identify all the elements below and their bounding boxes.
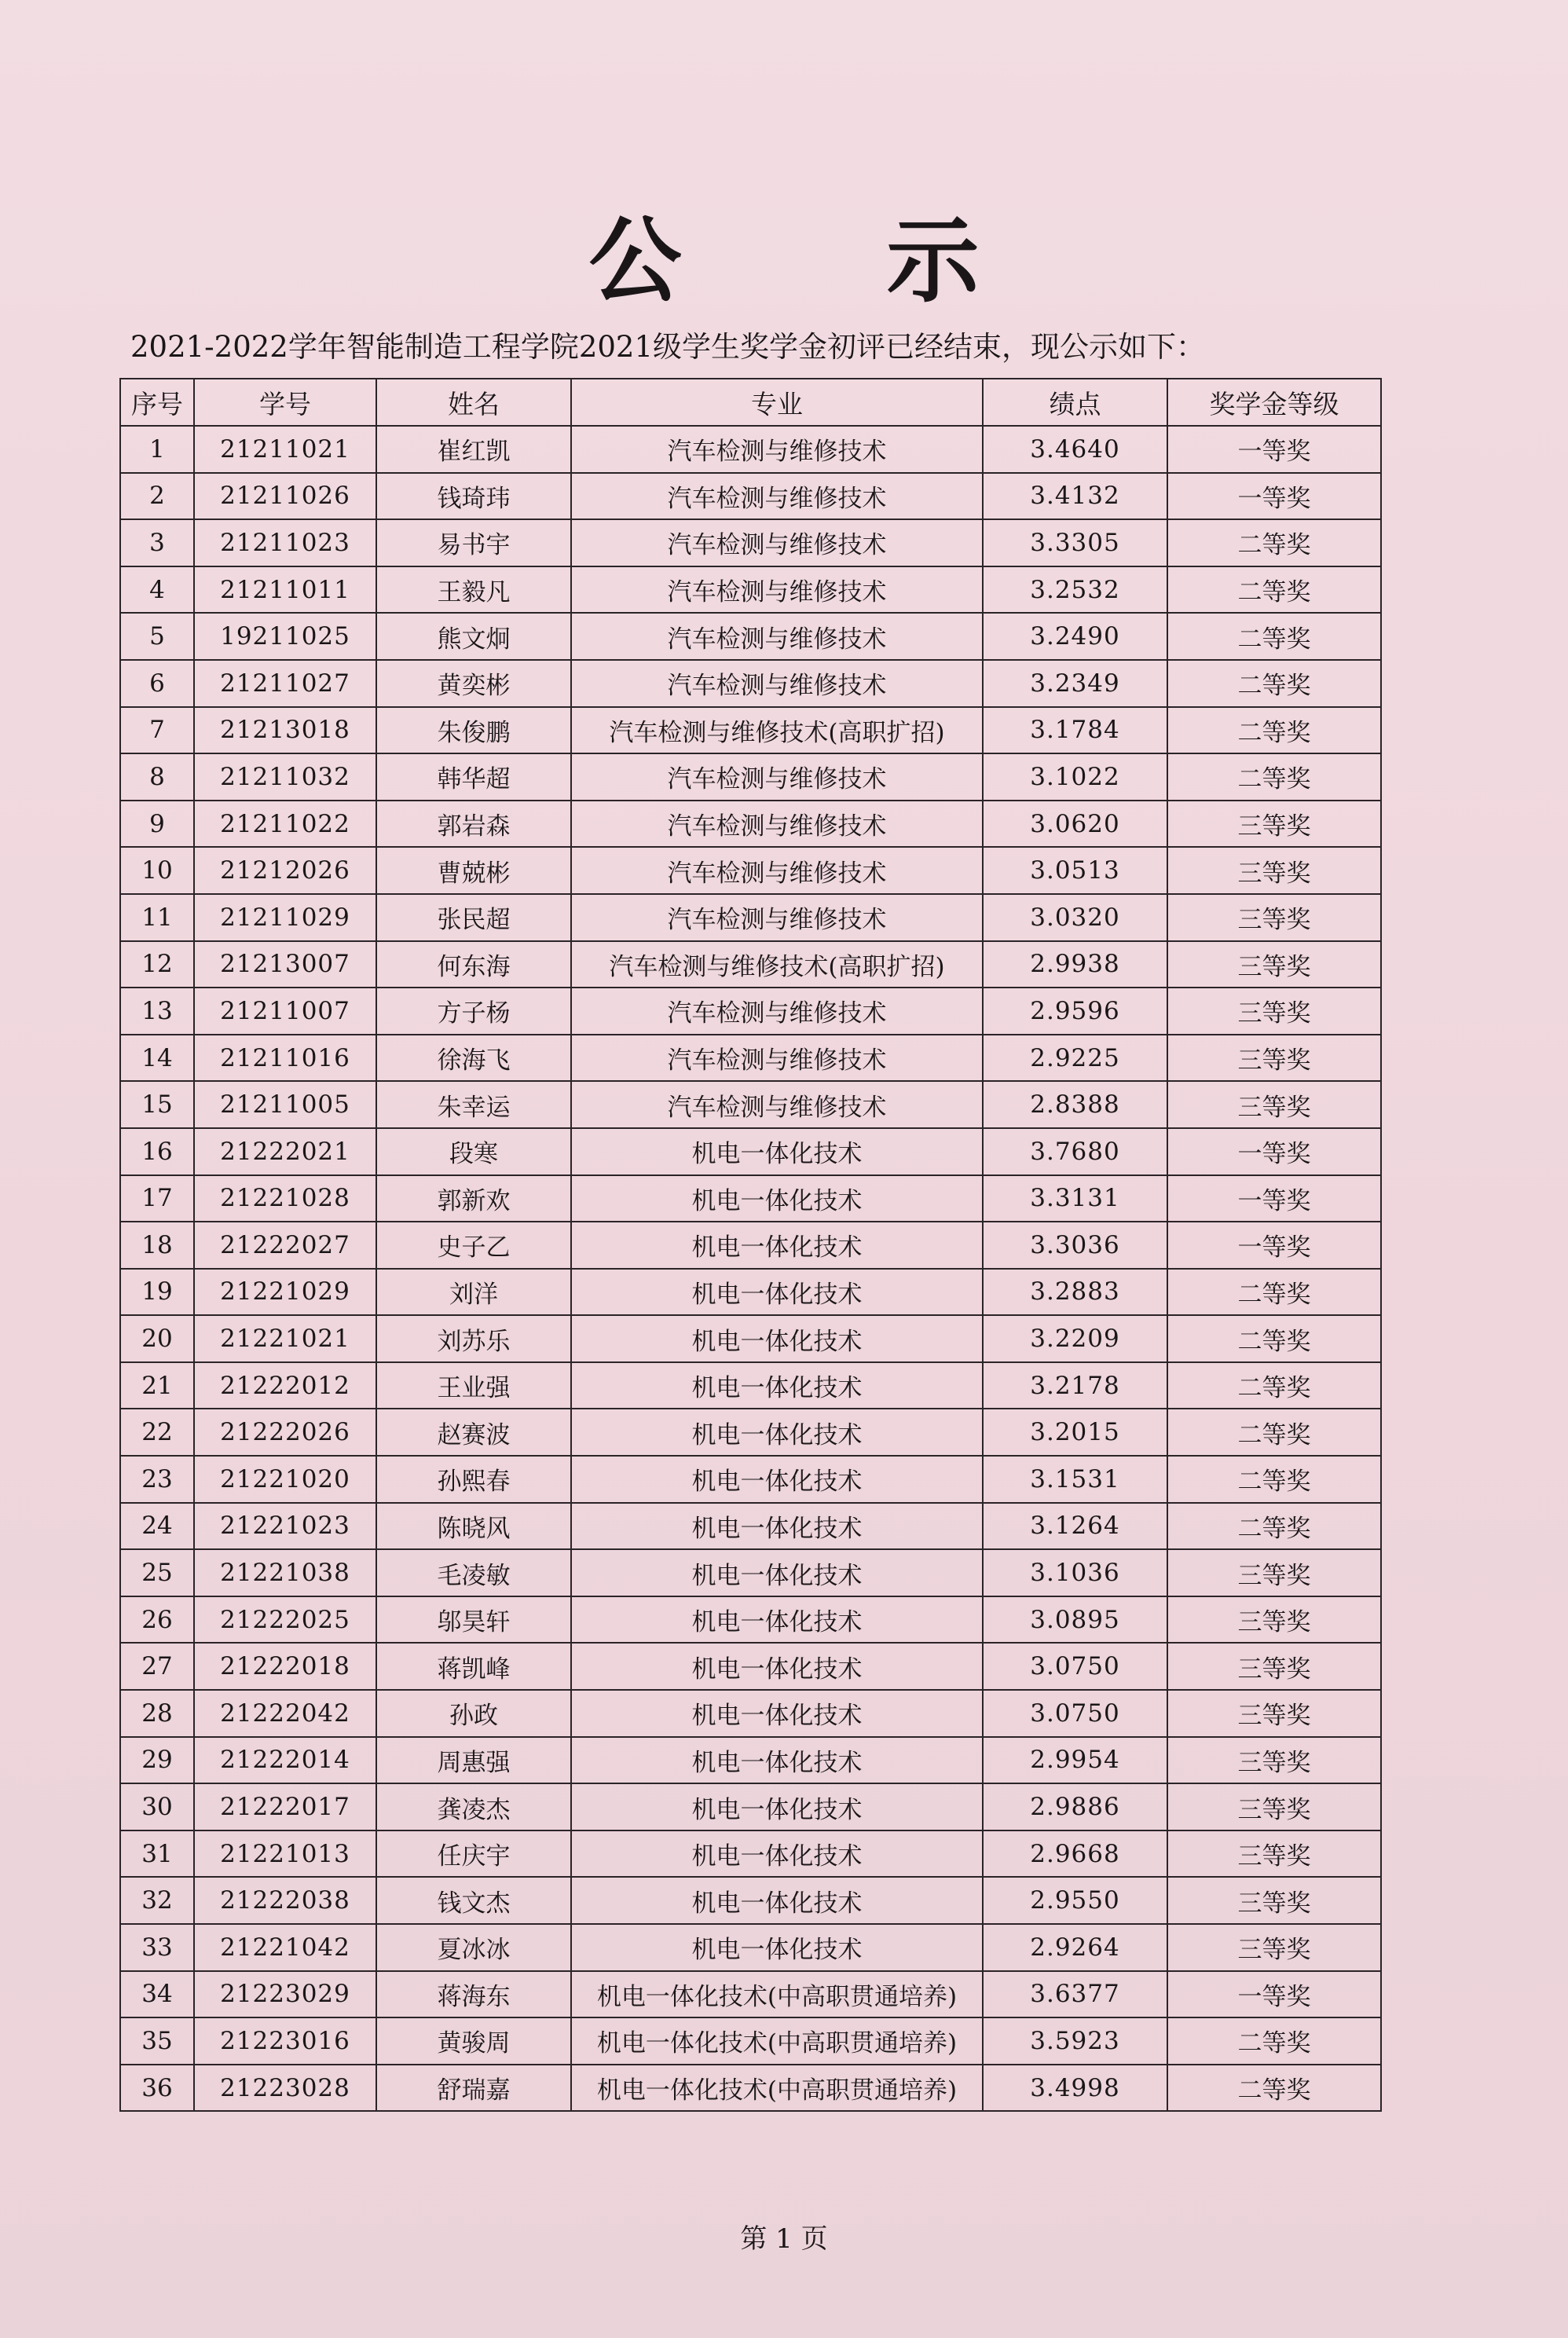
table-row (120, 941, 1381, 988)
cell-major: 汽车检测与维修技术 (571, 613, 983, 660)
cell-major: 汽车检测与维修技术 (571, 566, 983, 614)
cell-seq: 31 (120, 1830, 194, 1878)
cell-student-id: 21211007 (194, 988, 376, 1035)
cell-student-id: 21222027 (194, 1222, 376, 1269)
cell-major: 汽车检测与维修技术(高职扩招) (571, 941, 983, 988)
cell-award-level: 二等奖 (1167, 2017, 1381, 2065)
cell-student-id: 21222021 (194, 1128, 376, 1175)
cell-award-level: 二等奖 (1167, 707, 1381, 754)
table-row (120, 801, 1381, 848)
cell-name: 黄骏周 (376, 2017, 571, 2065)
cell-award-level: 一等奖 (1167, 426, 1381, 473)
cell-name: 钱文杰 (376, 1877, 571, 1924)
cell-award-level: 三等奖 (1167, 894, 1381, 941)
cell-major: 汽车检测与维修技术 (571, 801, 983, 848)
cell-gpa: 3.0750 (983, 1690, 1167, 1737)
cell-award-level: 三等奖 (1167, 1690, 1381, 1737)
table-row (120, 473, 1381, 520)
cell-gpa: 3.4132 (983, 473, 1167, 520)
cell-gpa: 2.9954 (983, 1737, 1167, 1784)
cell-seq: 25 (120, 1549, 194, 1596)
table-row (120, 1503, 1381, 1550)
cell-name: 史子乙 (376, 1222, 571, 1269)
table-row (120, 1877, 1381, 1924)
cell-seq: 27 (120, 1643, 194, 1690)
cell-name: 朱俊鹏 (376, 707, 571, 754)
cell-gpa: 2.9668 (983, 1830, 1167, 1878)
table-row (120, 1222, 1381, 1269)
cell-student-id: 21211016 (194, 1035, 376, 1082)
cell-gpa: 2.8388 (983, 1081, 1167, 1128)
cell-major: 机电一体化技术 (571, 1362, 983, 1409)
cell-name: 孙熙春 (376, 1456, 571, 1503)
table-row (120, 1081, 1381, 1128)
cell-name: 刘苏乐 (376, 1315, 571, 1362)
table-row (120, 1643, 1381, 1690)
cell-name: 任庆宇 (376, 1830, 571, 1878)
cell-seq: 28 (120, 1690, 194, 1737)
table-row (120, 1269, 1381, 1316)
header-major: 专业 (571, 379, 983, 426)
cell-major: 汽车检测与维修技术(高职扩招) (571, 707, 983, 754)
table-row (120, 1549, 1381, 1596)
table-row (120, 519, 1381, 566)
cell-gpa: 2.9938 (983, 941, 1167, 988)
cell-gpa: 3.2209 (983, 1315, 1167, 1362)
cell-student-id: 21211032 (194, 753, 376, 801)
page-title: 公 示 (588, 207, 1066, 315)
cell-name: 钱琦玮 (376, 473, 571, 520)
cell-award-level: 二等奖 (1167, 1503, 1381, 1550)
cell-award-level: 三等奖 (1167, 1924, 1381, 1971)
table-row (120, 1035, 1381, 1082)
cell-major: 机电一体化技术 (571, 1830, 983, 1878)
table-row (120, 847, 1381, 894)
cell-gpa: 3.5923 (983, 2017, 1167, 2065)
cell-student-id: 21221023 (194, 1503, 376, 1550)
cell-student-id: 21222017 (194, 1783, 376, 1830)
cell-major: 汽车检测与维修技术 (571, 847, 983, 894)
cell-name: 张民超 (376, 894, 571, 941)
cell-student-id: 21221028 (194, 1175, 376, 1222)
table-row (120, 753, 1381, 801)
cell-seq: 16 (120, 1128, 194, 1175)
cell-award-level: 三等奖 (1167, 1830, 1381, 1878)
cell-seq: 22 (120, 1409, 194, 1456)
cell-gpa: 3.1022 (983, 753, 1167, 801)
cell-award-level: 一等奖 (1167, 1971, 1381, 2018)
cell-gpa: 3.0320 (983, 894, 1167, 941)
header-name: 姓名 (376, 379, 571, 426)
header-award-level: 奖学金等级 (1167, 379, 1381, 426)
cell-major: 汽车检测与维修技术 (571, 988, 983, 1035)
cell-gpa: 3.4998 (983, 2065, 1167, 2112)
cell-gpa: 3.3305 (983, 519, 1167, 566)
cell-student-id: 21221038 (194, 1549, 376, 1596)
cell-seq: 14 (120, 1035, 194, 1082)
cell-name: 徐海飞 (376, 1035, 571, 1082)
cell-student-id: 21222025 (194, 1596, 376, 1644)
cell-major: 机电一体化技术 (571, 1222, 983, 1269)
table-row (120, 1737, 1381, 1784)
cell-award-level: 一等奖 (1167, 473, 1381, 520)
cell-gpa: 3.3131 (983, 1175, 1167, 1222)
cell-seq: 29 (120, 1737, 194, 1784)
cell-seq: 9 (120, 801, 194, 848)
intro-text: 2021-2022学年智能制造工程学院2021级学生奖学金初评已经结束，现公示如下： (130, 330, 1205, 364)
cell-student-id: 21221013 (194, 1830, 376, 1878)
cell-award-level: 一等奖 (1167, 1128, 1381, 1175)
cell-major: 机电一体化技术 (571, 1924, 983, 1971)
cell-award-level: 三等奖 (1167, 847, 1381, 894)
cell-major: 机电一体化技术 (571, 1783, 983, 1830)
cell-student-id: 21211011 (194, 566, 376, 614)
cell-seq: 10 (120, 847, 194, 894)
cell-seq: 34 (120, 1971, 194, 2018)
cell-gpa: 3.2349 (983, 660, 1167, 707)
cell-major: 机电一体化技术 (571, 1128, 983, 1175)
cell-seq: 11 (120, 894, 194, 941)
cell-seq: 13 (120, 988, 194, 1035)
cell-seq: 30 (120, 1783, 194, 1830)
scholarship-table (119, 378, 1382, 2112)
table-row (120, 1409, 1381, 1456)
cell-major: 汽车检测与维修技术 (571, 1035, 983, 1082)
cell-major: 机电一体化技术 (571, 1503, 983, 1550)
cell-seq: 19 (120, 1269, 194, 1316)
cell-major: 机电一体化技术 (571, 1456, 983, 1503)
table-header (120, 379, 1381, 426)
cell-seq: 36 (120, 2065, 194, 2112)
cell-award-level: 二等奖 (1167, 753, 1381, 801)
cell-gpa: 3.7680 (983, 1128, 1167, 1175)
cell-name: 曹兢彬 (376, 847, 571, 894)
cell-seq: 1 (120, 426, 194, 473)
cell-major: 机电一体化技术 (571, 1596, 983, 1644)
cell-student-id: 21222026 (194, 1409, 376, 1456)
table-row (120, 1924, 1381, 1971)
cell-name: 蒋海东 (376, 1971, 571, 2018)
cell-seq: 17 (120, 1175, 194, 1222)
table-row (120, 613, 1381, 660)
cell-gpa: 2.9596 (983, 988, 1167, 1035)
cell-seq: 7 (120, 707, 194, 754)
cell-gpa: 2.9225 (983, 1035, 1167, 1082)
cell-student-id: 21221029 (194, 1269, 376, 1316)
cell-gpa: 2.9886 (983, 1783, 1167, 1830)
cell-gpa: 3.0895 (983, 1596, 1167, 1644)
cell-student-id: 21211005 (194, 1081, 376, 1128)
cell-name: 郭新欢 (376, 1175, 571, 1222)
table-body (120, 426, 1381, 2111)
cell-gpa: 3.6377 (983, 1971, 1167, 2018)
cell-name: 易书宇 (376, 519, 571, 566)
cell-seq: 3 (120, 519, 194, 566)
cell-major: 机电一体化技术 (571, 1643, 983, 1690)
cell-major: 汽车检测与维修技术 (571, 426, 983, 473)
cell-award-level: 三等奖 (1167, 1643, 1381, 1690)
cell-seq: 23 (120, 1456, 194, 1503)
cell-gpa: 3.2490 (983, 613, 1167, 660)
cell-name: 王业强 (376, 1362, 571, 1409)
table-row (120, 566, 1381, 614)
cell-student-id: 21222018 (194, 1643, 376, 1690)
table-row (120, 988, 1381, 1035)
cell-gpa: 3.2883 (983, 1269, 1167, 1316)
cell-student-id: 21213018 (194, 707, 376, 754)
cell-major: 机电一体化技术 (571, 1409, 983, 1456)
table-row (120, 1830, 1381, 1878)
cell-major: 机电一体化技术 (571, 1315, 983, 1362)
cell-student-id: 21223016 (194, 2017, 376, 2065)
cell-name: 崔红凯 (376, 426, 571, 473)
table-row (120, 2065, 1381, 2112)
cell-award-level: 二等奖 (1167, 519, 1381, 566)
cell-name: 蒋凯峰 (376, 1643, 571, 1690)
cell-gpa: 2.9550 (983, 1877, 1167, 1924)
cell-seq: 32 (120, 1877, 194, 1924)
cell-major: 汽车检测与维修技术 (571, 519, 983, 566)
table-row (120, 660, 1381, 707)
cell-seq: 35 (120, 2017, 194, 2065)
cell-award-level: 三等奖 (1167, 801, 1381, 848)
cell-student-id: 21223029 (194, 1971, 376, 2018)
cell-student-id: 21211029 (194, 894, 376, 941)
cell-seq: 6 (120, 660, 194, 707)
table-row (120, 707, 1381, 754)
cell-student-id: 21222038 (194, 1877, 376, 1924)
cell-name: 赵赛波 (376, 1409, 571, 1456)
cell-student-id: 21211027 (194, 660, 376, 707)
cell-student-id: 21222014 (194, 1737, 376, 1784)
cell-major: 机电一体化技术(中高职贯通培养) (571, 1971, 983, 2018)
cell-major: 机电一体化技术 (571, 1690, 983, 1737)
cell-gpa: 3.1531 (983, 1456, 1167, 1503)
table-row (120, 426, 1381, 473)
table-row (120, 2017, 1381, 2065)
cell-award-level: 三等奖 (1167, 1877, 1381, 1924)
cell-gpa: 3.3036 (983, 1222, 1167, 1269)
cell-award-level: 二等奖 (1167, 1315, 1381, 1362)
cell-award-level: 二等奖 (1167, 660, 1381, 707)
cell-gpa: 3.4640 (983, 426, 1167, 473)
cell-major: 机电一体化技术 (571, 1549, 983, 1596)
cell-seq: 26 (120, 1596, 194, 1644)
cell-award-level: 二等奖 (1167, 2065, 1381, 2112)
cell-name: 朱幸运 (376, 1081, 571, 1128)
cell-name: 毛凌敏 (376, 1549, 571, 1596)
table-row (120, 1456, 1381, 1503)
cell-seq: 24 (120, 1503, 194, 1550)
cell-name: 舒瑞嘉 (376, 2065, 571, 2112)
cell-seq: 18 (120, 1222, 194, 1269)
cell-name: 韩华超 (376, 753, 571, 801)
cell-name: 周惠强 (376, 1737, 571, 1784)
cell-student-id: 21221042 (194, 1924, 376, 1971)
cell-student-id: 21211023 (194, 519, 376, 566)
cell-name: 陈晓风 (376, 1503, 571, 1550)
cell-seq: 21 (120, 1362, 194, 1409)
cell-seq: 20 (120, 1315, 194, 1362)
cell-major: 汽车检测与维修技术 (571, 753, 983, 801)
cell-major: 汽车检测与维修技术 (571, 660, 983, 707)
cell-gpa: 3.0513 (983, 847, 1167, 894)
cell-award-level: 三等奖 (1167, 941, 1381, 988)
cell-student-id: 21223028 (194, 2065, 376, 2112)
cell-gpa: 3.1784 (983, 707, 1167, 754)
cell-award-level: 二等奖 (1167, 1409, 1381, 1456)
cell-award-level: 三等奖 (1167, 1035, 1381, 1082)
cell-seq: 4 (120, 566, 194, 614)
cell-name: 段寒 (376, 1128, 571, 1175)
cell-award-level: 三等奖 (1167, 1081, 1381, 1128)
cell-major: 机电一体化技术(中高职贯通培养) (571, 2065, 983, 2112)
cell-student-id: 21212026 (194, 847, 376, 894)
cell-student-id: 21221020 (194, 1456, 376, 1503)
cell-major: 机电一体化技术 (571, 1175, 983, 1222)
cell-major: 机电一体化技术(中高职贯通培养) (571, 2017, 983, 2065)
table-row (120, 1596, 1381, 1644)
cell-student-id: 21211021 (194, 426, 376, 473)
cell-award-level: 一等奖 (1167, 1175, 1381, 1222)
table-row (120, 1362, 1381, 1409)
cell-gpa: 3.0620 (983, 801, 1167, 848)
cell-gpa: 3.2015 (983, 1409, 1167, 1456)
cell-student-id: 21221021 (194, 1315, 376, 1362)
cell-name: 郭岩森 (376, 801, 571, 848)
cell-award-level: 三等奖 (1167, 1549, 1381, 1596)
header-seq: 序号 (120, 379, 194, 426)
cell-seq: 2 (120, 473, 194, 520)
cell-name: 孙政 (376, 1690, 571, 1737)
table-row (120, 1315, 1381, 1362)
cell-name: 龚凌杰 (376, 1783, 571, 1830)
cell-award-level: 三等奖 (1167, 988, 1381, 1035)
header-gpa: 绩点 (983, 379, 1167, 426)
cell-student-id: 21222042 (194, 1690, 376, 1737)
cell-award-level: 三等奖 (1167, 1783, 1381, 1830)
cell-name: 刘洋 (376, 1269, 571, 1316)
cell-gpa: 3.1036 (983, 1549, 1167, 1596)
cell-award-level: 二等奖 (1167, 566, 1381, 614)
cell-name: 何东海 (376, 941, 571, 988)
cell-student-id: 21222012 (194, 1362, 376, 1409)
table-row (120, 1128, 1381, 1175)
cell-student-id: 21211022 (194, 801, 376, 848)
cell-major: 汽车检测与维修技术 (571, 1081, 983, 1128)
cell-award-level: 三等奖 (1167, 1596, 1381, 1644)
cell-name: 夏冰冰 (376, 1924, 571, 1971)
cell-award-level: 二等奖 (1167, 1269, 1381, 1316)
cell-award-level: 二等奖 (1167, 1362, 1381, 1409)
page-number: 第 1 页 (740, 2223, 828, 2255)
cell-name: 黄奕彬 (376, 660, 571, 707)
cell-name: 方子杨 (376, 988, 571, 1035)
cell-award-level: 一等奖 (1167, 1222, 1381, 1269)
header-row (120, 379, 1381, 426)
table-row (120, 1971, 1381, 2018)
cell-seq: 8 (120, 753, 194, 801)
cell-name: 邬昊轩 (376, 1596, 571, 1644)
cell-award-level: 三等奖 (1167, 1737, 1381, 1784)
cell-name: 熊文炯 (376, 613, 571, 660)
header-student-id: 学号 (194, 379, 376, 426)
table-row (120, 1175, 1381, 1222)
table-row (120, 1690, 1381, 1737)
cell-major: 机电一体化技术 (571, 1737, 983, 1784)
cell-gpa: 3.1264 (983, 1503, 1167, 1550)
table-row (120, 894, 1381, 941)
cell-award-level: 二等奖 (1167, 613, 1381, 660)
cell-major: 机电一体化技术 (571, 1269, 983, 1316)
cell-student-id: 21213007 (194, 941, 376, 988)
cell-gpa: 3.2532 (983, 566, 1167, 614)
table-row (120, 1783, 1381, 1830)
cell-major: 汽车检测与维修技术 (571, 894, 983, 941)
cell-name: 王毅凡 (376, 566, 571, 614)
cell-gpa: 3.2178 (983, 1362, 1167, 1409)
cell-major: 汽车检测与维修技术 (571, 473, 983, 520)
cell-gpa: 3.0750 (983, 1643, 1167, 1690)
cell-major: 机电一体化技术 (571, 1877, 983, 1924)
cell-seq: 5 (120, 613, 194, 660)
cell-seq: 33 (120, 1924, 194, 1971)
cell-award-level: 二等奖 (1167, 1456, 1381, 1503)
cell-seq: 15 (120, 1081, 194, 1128)
cell-student-id: 19211025 (194, 613, 376, 660)
cell-student-id: 21211026 (194, 473, 376, 520)
cell-gpa: 2.9264 (983, 1924, 1167, 1971)
cell-seq: 12 (120, 941, 194, 988)
